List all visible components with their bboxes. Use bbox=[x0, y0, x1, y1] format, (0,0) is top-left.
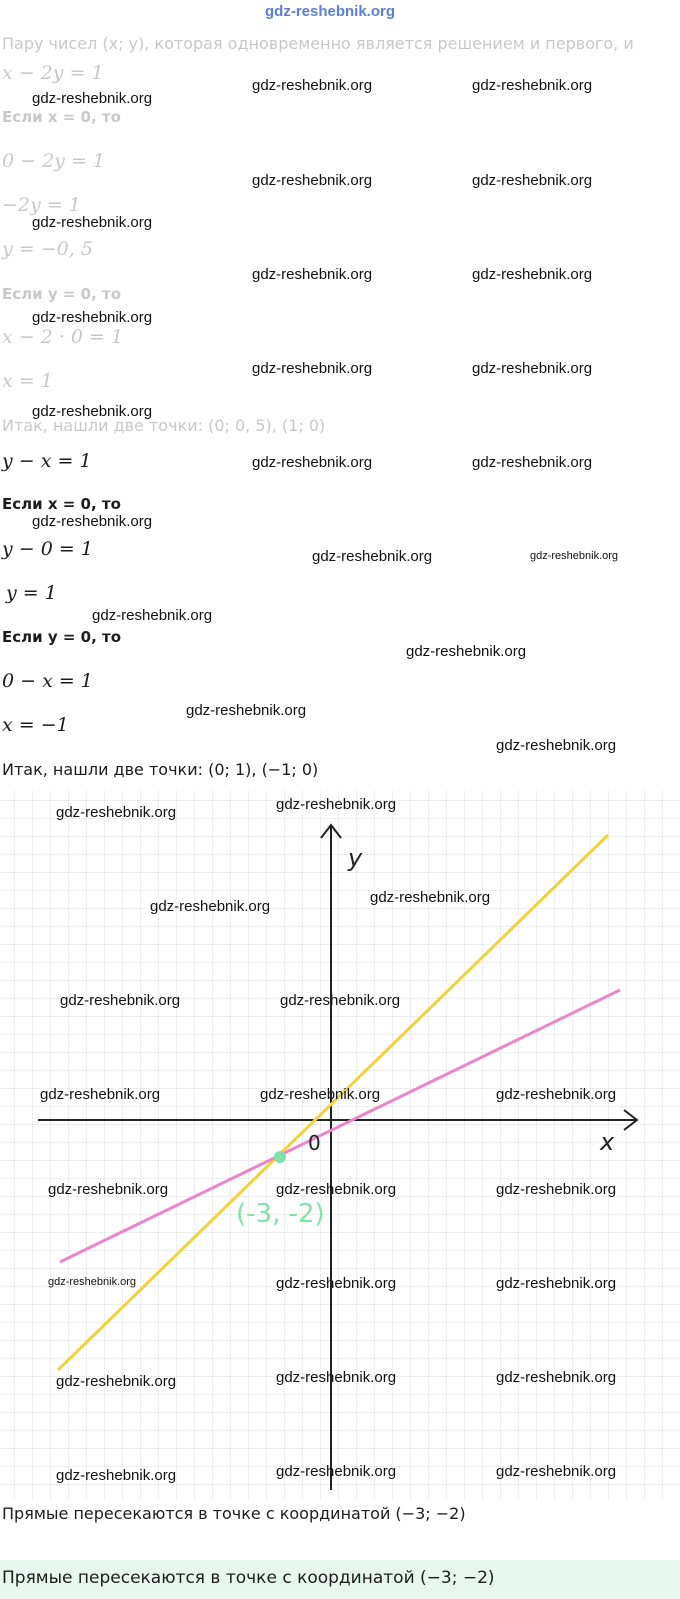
watermark: gdz-reshebnik.org bbox=[150, 898, 271, 915]
watermark: gdz-reshebnik.org bbox=[40, 1086, 161, 1103]
watermark: gdz-reshebnik.org bbox=[276, 1275, 397, 1292]
conclusion-highlight-box bbox=[0, 1560, 680, 1599]
watermark: gdz-reshebnik.org bbox=[252, 172, 373, 189]
condition-x0: Если x = 0, то bbox=[2, 495, 121, 513]
watermark: gdz-reshebnik.org bbox=[280, 992, 401, 1009]
watermark: gdz-reshebnik.org bbox=[530, 550, 619, 562]
watermark: gdz-reshebnik.org bbox=[276, 796, 397, 813]
watermark: gdz-reshebnik.org bbox=[48, 1276, 137, 1288]
watermark: gdz-reshebnik.org bbox=[496, 737, 617, 754]
condition-y0: Если y = 0, то bbox=[2, 285, 122, 303]
watermark: gdz-reshebnik.org bbox=[370, 889, 491, 906]
watermark: gdz-reshebnik.org bbox=[252, 266, 373, 283]
step-line: 0 − x = 1 bbox=[2, 670, 93, 692]
graph-svg bbox=[0, 790, 680, 1500]
watermark: gdz-reshebnik.org bbox=[472, 172, 593, 189]
watermark: gdz-reshebnik.org bbox=[472, 454, 593, 471]
step-line: −2y = 1 bbox=[2, 194, 81, 216]
step-line: 0 − 2y = 1 bbox=[2, 150, 105, 172]
watermark: gdz-reshebnik.org bbox=[186, 702, 307, 719]
watermark: gdz-reshebnik.org bbox=[496, 1275, 617, 1292]
step-line: y = 1 bbox=[6, 582, 57, 604]
step-line: x = −1 bbox=[2, 714, 69, 736]
coordinate-graph bbox=[0, 790, 680, 1500]
condition-x0: Если x = 0, то bbox=[2, 108, 121, 126]
step-line: x = 1 bbox=[2, 370, 53, 392]
watermark: gdz-reshebnik.org bbox=[32, 403, 153, 420]
intro-text: Пару чисел (x; y), которая одновременно является решением и первого, и bbox=[2, 34, 634, 53]
grid bbox=[0, 790, 680, 1500]
watermark: gdz-reshebnik.org bbox=[56, 1467, 177, 1484]
conclusion-highlight-text: Прямые пересекаются в точке с координатой (−3; −2) bbox=[2, 1568, 495, 1588]
intersection-point bbox=[274, 1151, 286, 1163]
origin-label: 0 bbox=[308, 1131, 321, 1155]
equation-1: x − 2y = 1 bbox=[2, 62, 104, 84]
watermark: gdz-reshebnik.org bbox=[252, 77, 373, 94]
watermark: gdz-reshebnik.org bbox=[276, 1181, 397, 1198]
watermark: gdz-reshebnik.org bbox=[496, 1086, 617, 1103]
watermark: gdz-reshebnik.org bbox=[32, 214, 153, 231]
condition-y0: Если y = 0, то bbox=[2, 628, 122, 646]
watermark: gdz-reshebnik.org bbox=[260, 1086, 381, 1103]
watermark: gdz-reshebnik.org bbox=[56, 804, 177, 821]
watermark: gdz-reshebnik.org bbox=[252, 454, 373, 471]
watermark: gdz-reshebnik.org bbox=[48, 1181, 169, 1198]
conclusion-text: Прямые пересекаются в точке с координатой (−3; −2) bbox=[2, 1504, 466, 1523]
watermark: gdz-reshebnik.org bbox=[276, 1463, 397, 1480]
watermark: gdz-reshebnik.org bbox=[496, 1181, 617, 1198]
found-points: Итак, нашли две точки: (0; 0, 5), (1; 0) bbox=[2, 416, 326, 435]
equation-2: y − x = 1 bbox=[2, 450, 92, 472]
watermark: gdz-reshebnik.org bbox=[496, 1369, 617, 1386]
watermark: gdz-reshebnik.org bbox=[56, 1373, 177, 1390]
watermark: gdz-reshebnik.org bbox=[32, 90, 153, 107]
site-header[interactable]: gdz-reshebnik.org bbox=[265, 3, 396, 20]
watermark: gdz-reshebnik.org bbox=[472, 77, 593, 94]
watermark: gdz-reshebnik.org bbox=[496, 1463, 617, 1480]
intersection-label: (-3, -2) bbox=[236, 1199, 325, 1229]
x-axis-label: x bbox=[600, 1128, 615, 1156]
step-line: y = −0, 5 bbox=[2, 238, 93, 260]
watermark: gdz-reshebnik.org bbox=[472, 360, 593, 377]
watermark: gdz-reshebnik.org bbox=[252, 360, 373, 377]
step-line: x − 2 · 0 = 1 bbox=[2, 326, 124, 348]
watermark: gdz-reshebnik.org bbox=[276, 1369, 397, 1386]
watermark: gdz-reshebnik.org bbox=[60, 992, 181, 1009]
y-axis-label: y bbox=[348, 844, 363, 872]
watermark: gdz-reshebnik.org bbox=[32, 513, 153, 530]
found-points: Итак, нашли две точки: (0; 1), (−1; 0) bbox=[2, 760, 319, 779]
watermark: gdz-reshebnik.org bbox=[32, 309, 153, 326]
watermark: gdz-reshebnik.org bbox=[312, 548, 433, 565]
watermark: gdz-reshebnik.org bbox=[472, 266, 593, 283]
watermark: gdz-reshebnik.org bbox=[92, 607, 213, 624]
watermark: gdz-reshebnik.org bbox=[406, 643, 527, 660]
step-line: y − 0 = 1 bbox=[2, 538, 93, 560]
